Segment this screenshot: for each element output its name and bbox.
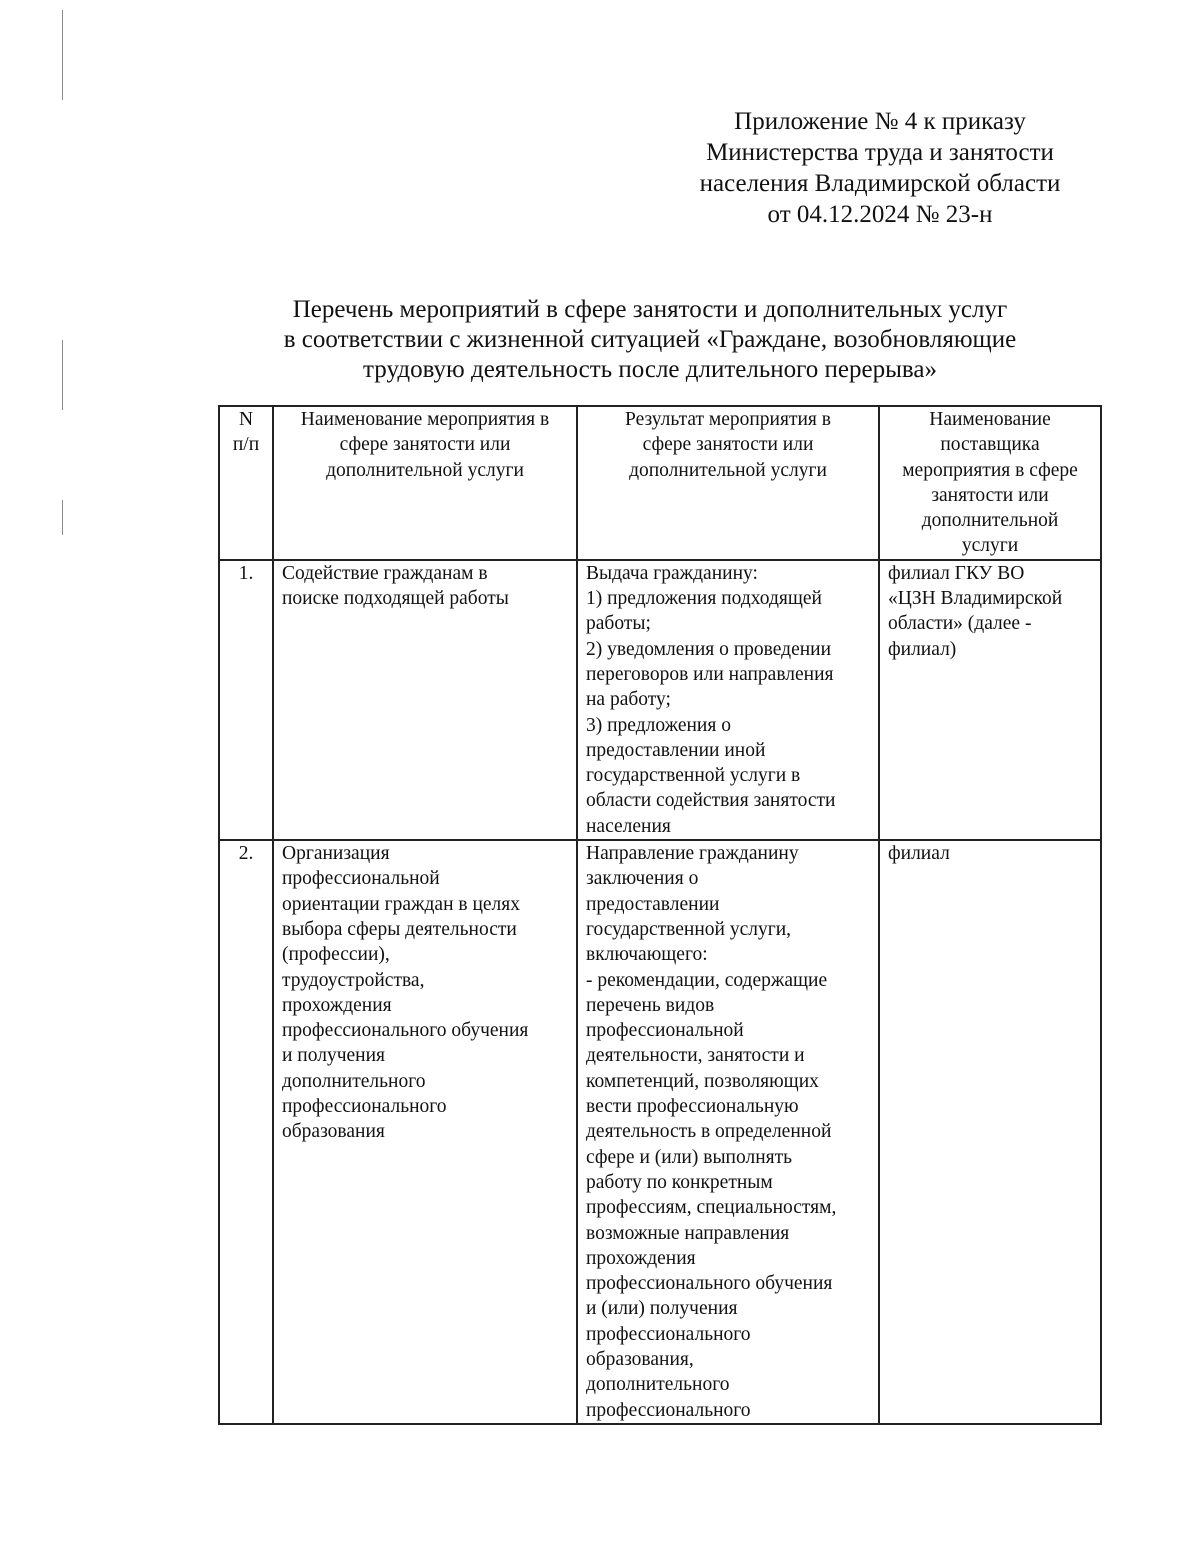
scan-mark (62, 10, 63, 100)
appendix-reference (640, 106, 1120, 230)
result-cell: Выдача гражданину: 1) предложения подходящей работы; 2) уведомления о проведении переговоров или направления на работу; 3) предложения о предоставлении иной государственной услуги в области содействия занятости населения (577, 560, 879, 840)
document-title (200, 295, 1100, 385)
header-measure-result: Результат мероприятия в сфере занятости или дополнительной услуги (577, 406, 879, 560)
row-number: 2. (219, 840, 273, 1424)
title-line: трудовую деятельность после длительного перерыва» (363, 356, 937, 383)
scan-mark (62, 340, 63, 410)
title-line: Перечень мероприятий в сфере занятости и дополнительных услуг (292, 296, 1008, 323)
measure-cell: Организация профессиональной ориентации граждан в целях выбора сферы деятельности (профессии), трудоустройства, прохождения профессионального обучения и получения дополнительного профессионального образования (273, 840, 577, 1424)
measures-table (218, 405, 1102, 1425)
table-header-row (219, 406, 1101, 560)
header-number: N п/п (219, 406, 273, 560)
row-number: 1. (219, 560, 273, 840)
title-line: в соответствии с жизненной ситуацией «Граждане, возобновляющие (283, 326, 1017, 353)
appendix-line: Приложение № 4 к приказу (734, 108, 1026, 135)
header-measure-name: Наименование мероприятия в сфере занятости или дополнительной услуги (273, 406, 577, 560)
provider-cell: филиал (879, 840, 1101, 1424)
provider-cell: филиал ГКУ ВО «ЦЗН Владимирской области» (далее - филиал) (879, 560, 1101, 840)
appendix-line: населения Владимирской области (699, 170, 1061, 197)
header-provider: Наименование поставщика мероприятия в сфере занятости или дополнительной услуги (879, 406, 1101, 560)
appendix-line: Министерства труда и занятости (706, 139, 1054, 166)
appendix-line: от 04.12.2024 № 23-н (767, 201, 993, 228)
table-row (219, 840, 1101, 1424)
result-cell: Направление гражданину заключения о предоставлении государственной услуги, включающего: - рекомендации, содержащие перечень видов профессиональной деятельности, занятости и компетенций, позволяющих вести профессиональную деятельность в определенной сфере и (или) выполнять работу по конкретным профессиям, специальностям, возможные направления прохождения профессионального обучения и (или) получения профессионального образования, дополнительного профессионального (577, 840, 879, 1424)
table-row (219, 560, 1101, 840)
scan-mark (62, 500, 63, 535)
measure-cell: Содействие гражданам в поиске подходящей работы (273, 560, 577, 840)
